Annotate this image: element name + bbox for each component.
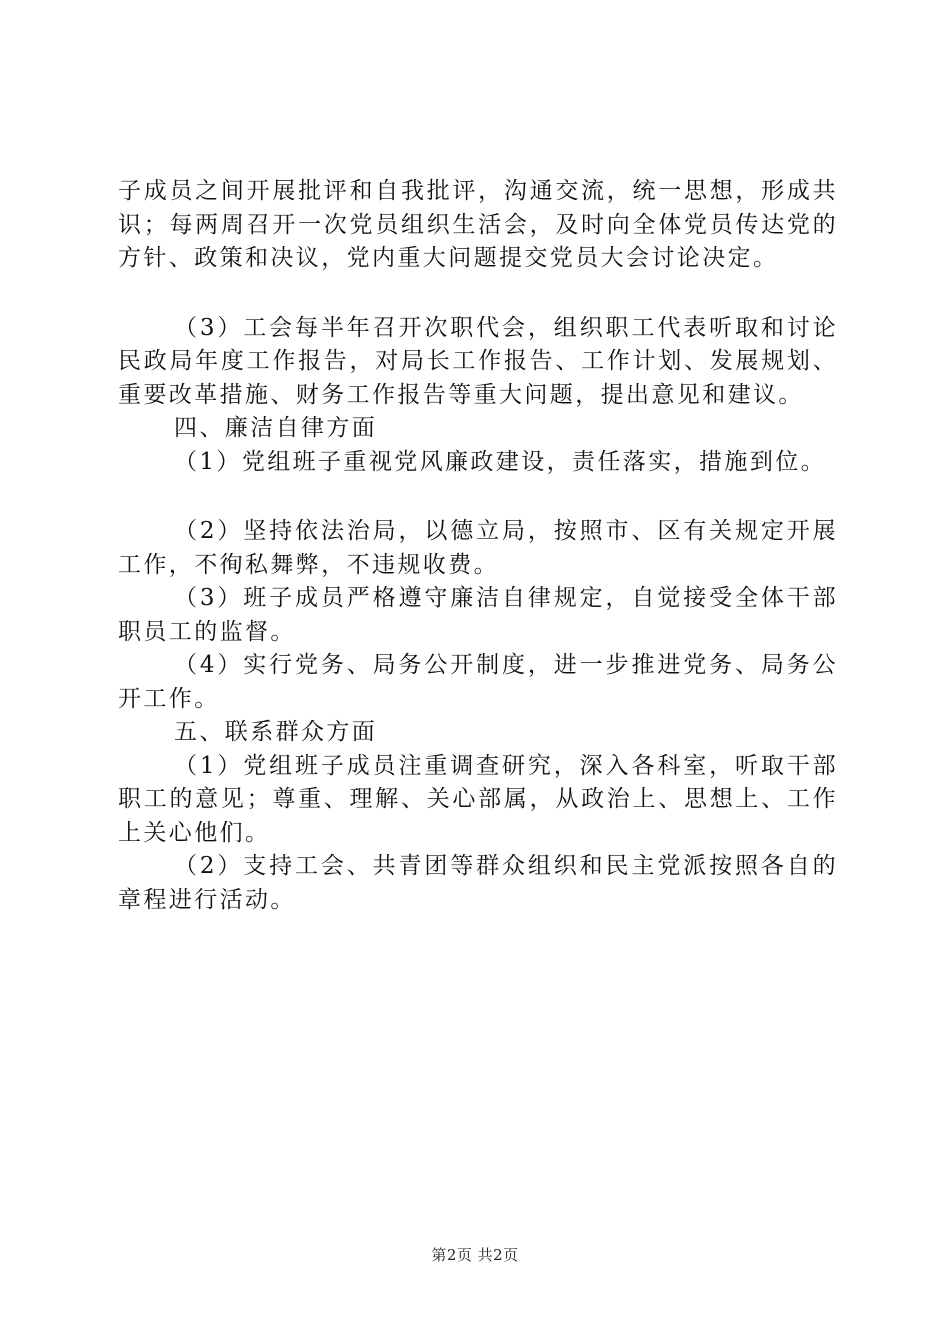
section-heading-integrity: 四、廉洁自律方面 [174, 415, 378, 441]
paragraph-integrity-1: （1）党组班子重视党风廉政建设，责任落实，措施到位。 [174, 448, 827, 475]
document-body [118, 175, 838, 917]
paragraph-integrity-3: （3）班子成员严格遵守廉洁自律规定，自觉接受全体干部职员工的监督。 [118, 585, 838, 645]
paragraph-integrity-2: （2）坚持依法治局，以德立局，按照市、区有关规定开展工作，不徇私舞弊，不违规收费。 [118, 518, 838, 578]
page-footer: 第2页 共2页 [431, 1246, 519, 1264]
paragraph-integrity-4: （4）实行党务、局务公开制度，进一步推进党务、局务公开工作。 [118, 652, 838, 712]
paragraph-masses-1: （1）党组班子成员注重调查研究，深入各科室，听取干部职工的意见；尊重、理解、关心部属，从政治上、思想上、工作上关心他们。 [118, 752, 838, 846]
paragraph-union-congress: （3）工会每半年召开次职代会，组织职工代表听取和讨论民政局年度工作报告，对局长工作报告、工作计划、发展规划、重要改革措施、财务工作报告等重大问题，提出意见和建议。 [118, 314, 838, 408]
section-heading-masses: 五、联系群众方面 [174, 719, 378, 745]
paragraph-masses-2: （2）支持工会、共青团等群众组织和民主党派按照各自的章程进行活动。 [118, 853, 838, 913]
paragraph-continuation: 子成员之间开展批评和自我批评，沟通交流，统一思想，形成共识；每两周召开一次党员组织生活会，及时向全体党员传达党的方针、政策和决议，党内重大问题提交党员大会讨论决定。 [118, 178, 838, 271]
